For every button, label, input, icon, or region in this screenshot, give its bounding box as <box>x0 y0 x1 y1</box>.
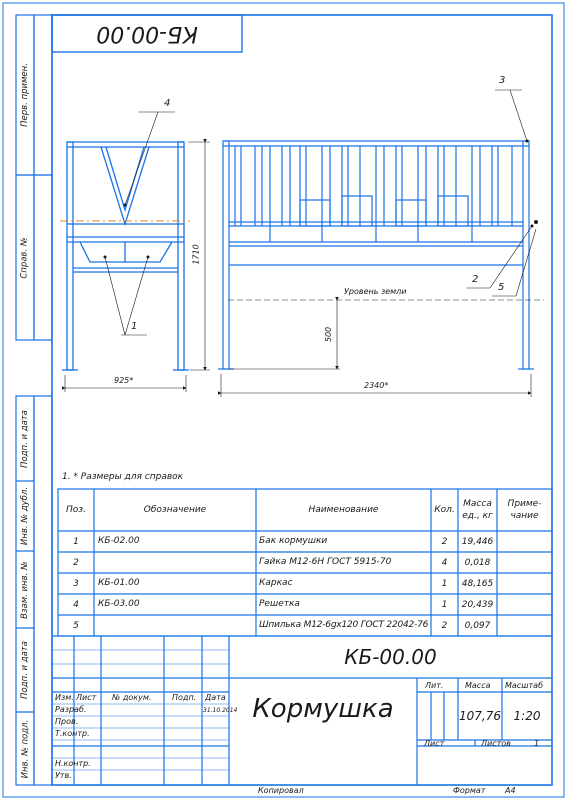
lit-label: Лит. <box>425 681 444 690</box>
spec-header-note: Приме- чание <box>507 499 542 521</box>
note-reference-dims: 1. * Размеры для справок <box>62 472 184 482</box>
list-label: Лист <box>76 693 97 702</box>
spec-row-pos: 4 <box>73 599 79 610</box>
spec-row-pos: 3 <box>73 578 79 589</box>
dimension-lines <box>65 90 536 397</box>
spec-row-mass: 48,165 <box>461 578 494 589</box>
spec-header-qty: Кол. <box>434 505 455 515</box>
utv-label: Утв. <box>55 771 72 780</box>
prov-label: Пров. <box>55 717 79 726</box>
callout-4: 4 <box>164 98 171 109</box>
side-label-sprav-no: Справ. № <box>20 236 31 279</box>
spec-row-qty: 4 <box>441 557 448 568</box>
callout-2: 2 <box>472 274 479 285</box>
drawing-code: КБ-00.00 <box>344 645 437 669</box>
ground-level-label: Уровень земли <box>344 287 407 296</box>
dim-width-front: 925* <box>114 376 134 385</box>
razrab-label: Разраб. <box>55 705 87 714</box>
side-label-podp-data-1: Подп. и дата <box>20 409 30 468</box>
side-view <box>218 141 534 369</box>
date-label: Дата <box>205 693 226 702</box>
copied-label: Копировал <box>258 786 304 795</box>
massa-label: Масса <box>465 681 491 690</box>
podp-label: Подп. <box>172 693 197 702</box>
spec-row-name: Гайка М12-6Н ГОСТ 5915-70 <box>259 557 392 567</box>
callout-5: 5 <box>498 282 505 293</box>
side-label-podp-data-2: Подп. и дата <box>20 641 30 699</box>
mirrored-code <box>52 15 242 52</box>
n-kontr-label: Н.контр. <box>55 759 91 768</box>
mass-value: 107,76 <box>459 709 501 723</box>
spec-row-designation: КБ-02.00 <box>98 536 140 546</box>
spec-row-name: Решетка <box>259 599 300 609</box>
side-label-perv-primen: Перв. примен. <box>20 63 30 127</box>
scale-value: 1:20 <box>513 709 541 723</box>
spec-row-name: Бак кормушки <box>259 536 328 546</box>
spec-row-name: Каркас <box>259 578 293 588</box>
front-view <box>62 142 189 370</box>
spec-row-mass: 20,439 <box>461 599 494 610</box>
spec-row-mass: 19,446 <box>461 536 494 547</box>
spec-header-name: Наименование <box>308 505 379 515</box>
dim-height: 1710 <box>191 244 201 265</box>
sheets-label: Листов <box>481 739 511 748</box>
spec-row-designation: КБ-03.00 <box>98 599 140 609</box>
callout-3: 3 <box>499 75 506 86</box>
doc-no-label: № докум. <box>112 693 152 702</box>
razrab-date: 31.10.2014 <box>203 707 238 714</box>
spec-header-mass: Масса ед., кг <box>462 499 493 521</box>
spec-row-name: Шпилька М12-6gx120 ГОСТ 22042-76 <box>259 620 429 630</box>
izm-label: Изм. <box>55 693 74 702</box>
sheet-label: Лист <box>424 739 445 748</box>
side-label-inv-podl: Инв. № подл. <box>20 719 30 778</box>
dim-above-ground: 500 <box>324 326 334 343</box>
spec-header-designation: Обозначение <box>143 505 207 515</box>
spec-row-qty: 2 <box>441 620 448 631</box>
spec-row-qty: 2 <box>441 536 448 547</box>
spec-row-mass: 0,018 <box>464 557 491 568</box>
spec-row-qty: 1 <box>441 599 448 610</box>
callout-1: 1 <box>131 321 138 332</box>
spec-row-mass: 0,097 <box>464 620 491 631</box>
masshtab-label: Масштаб <box>505 681 544 690</box>
spec-row-designation: КБ-01.00 <box>98 578 140 588</box>
format-value: A4 <box>505 786 516 795</box>
spec-row-qty: 1 <box>441 578 448 589</box>
side-label-vzam-inv: Взам. инв. № <box>20 560 30 619</box>
spec-header-pos: Поз. <box>66 505 86 515</box>
side-label-inv-dubl: Инв. № дубл. <box>20 486 30 546</box>
t-kontr-label: Т.контр. <box>55 729 90 738</box>
spec-row-pos: 5 <box>73 620 79 631</box>
dim-length: 2340* <box>364 381 389 390</box>
spec-row-pos: 1 <box>73 536 79 547</box>
spec-row-pos: 2 <box>73 557 79 568</box>
drawing-title: Кормушка <box>252 694 394 724</box>
format-label: Формат <box>453 786 486 795</box>
mirrored-code-text: КБ-00.00 <box>96 21 198 46</box>
sheets-count: 1 <box>534 739 540 748</box>
